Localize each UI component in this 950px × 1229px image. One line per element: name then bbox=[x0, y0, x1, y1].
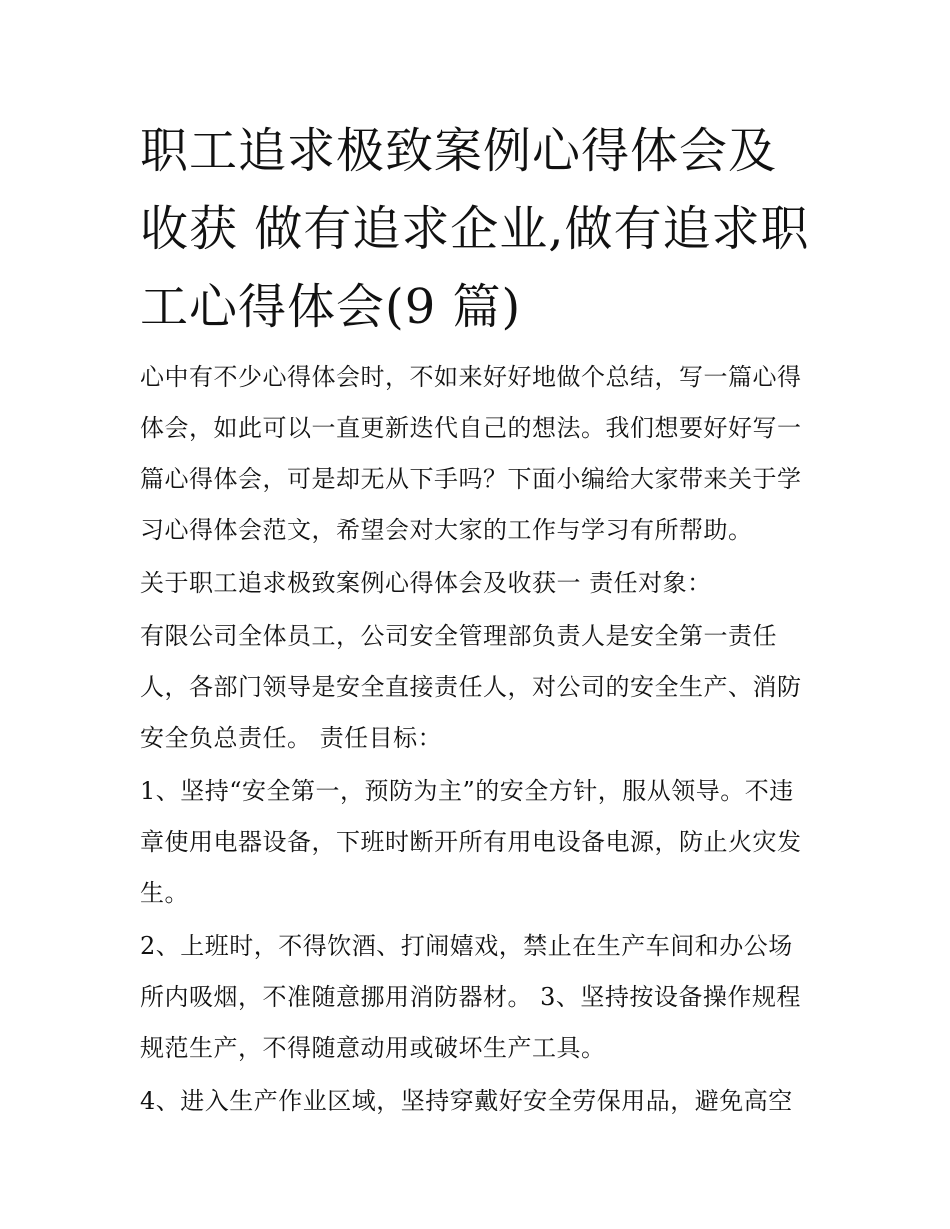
title-line: 工心得体会(9 篇) bbox=[140, 279, 522, 335]
rule-2-3-paragraph bbox=[140, 921, 830, 1074]
text-line: 生。 bbox=[140, 879, 189, 907]
title-line: 职工追求极致案例心得体会及 bbox=[140, 123, 778, 179]
document-body bbox=[140, 352, 830, 1127]
text-line: 有限公司全体员工，公司安全管理部负责人是安全第一责任 bbox=[140, 622, 777, 650]
text-line: 所内吸烟，不准随意挪用消防器材。 3、坚持按设备操作规程 bbox=[140, 983, 801, 1011]
text-line: 心中有不少心得体会时，不如来好好地做个总结，写一篇心得 bbox=[140, 363, 802, 391]
section-heading-paragraph bbox=[140, 558, 830, 609]
responsibility-paragraph bbox=[140, 611, 830, 764]
intro-paragraph bbox=[140, 352, 830, 556]
text-line: 1、坚持“安全第一，预防为主”的安全方针，服从领导。不违 bbox=[140, 777, 794, 805]
text-line: 安全负总责任。 责任目标： bbox=[140, 724, 443, 752]
document-title bbox=[140, 112, 830, 346]
text-line: 规范生产，不得随意动用或破坏生产工具。 bbox=[140, 1034, 606, 1062]
text-line: 4、进入生产作业区域，坚持穿戴好安全劳保用品，避免高空 bbox=[140, 1087, 793, 1115]
rule-4-paragraph bbox=[140, 1076, 830, 1127]
rule-1-paragraph bbox=[140, 766, 830, 919]
text-line: 人，各部门领导是安全直接责任人，对公司的安全生产、消防 bbox=[140, 673, 802, 701]
text-line: 2、上班时，不得饮酒、打闹嬉戏，禁止在生产车间和办公场 bbox=[140, 932, 793, 960]
text-line: 习心得体会范文，希望会对大家的工作与学习有所帮助。 bbox=[140, 516, 753, 544]
text-line: 体会，如此可以一直更新迭代自己的想法。我们想要好好写一 bbox=[140, 414, 802, 442]
text-line: 关于职工追求极致案例心得体会及收获一 责任对象： bbox=[140, 569, 712, 597]
text-line: 章使用电器设备，下班时断开所有用电设备电源，防止火灾发 bbox=[140, 828, 802, 856]
title-line: 收获 做有追求企业,做有追求职 bbox=[140, 201, 810, 257]
text-line: 篇心得体会，可是却无从下手吗？下面小编给大家带来关于学 bbox=[140, 465, 802, 493]
